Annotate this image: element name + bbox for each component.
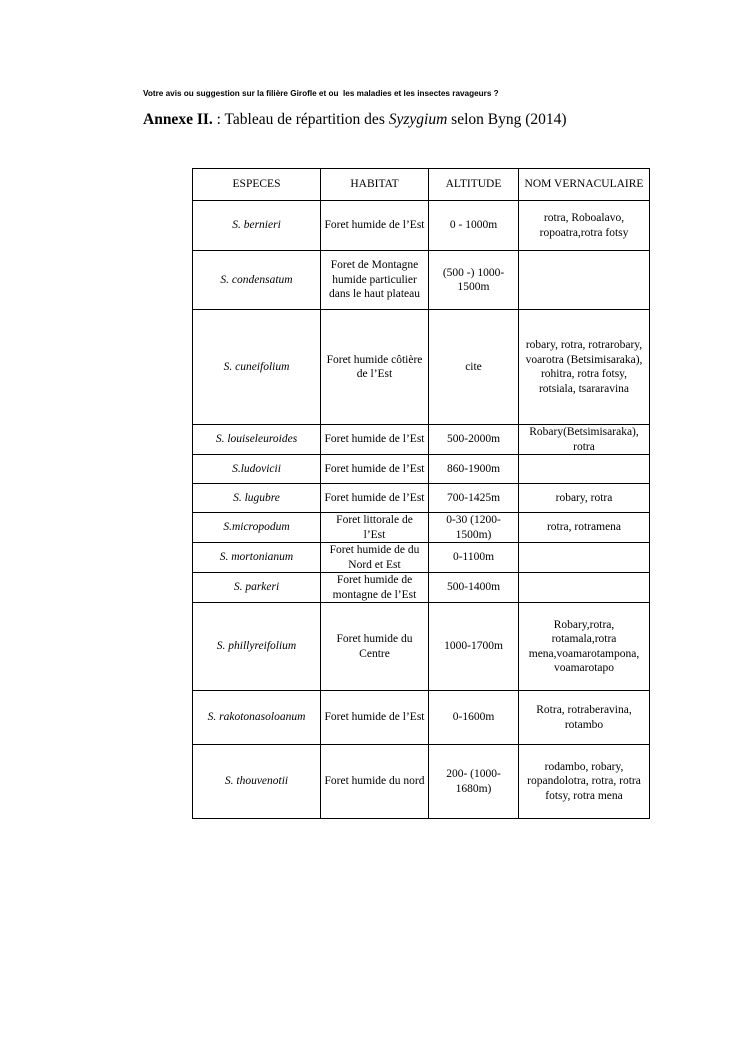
annex-title-end: selon Byng (2014) <box>447 111 567 128</box>
table-row <box>193 425 650 455</box>
cell-altitude: 500-2000m <box>429 425 519 455</box>
cell-espece: S. cuneifolium <box>193 310 321 425</box>
header-especes: ESPECES <box>193 169 321 201</box>
cell-espece: S.micropodum <box>193 513 321 543</box>
cell-habitat: Foret humide côtière de l’Est <box>321 310 429 425</box>
cell-espece: S.ludovicii <box>193 455 321 484</box>
cell-nom: Robary(Betsimisaraka), rotra <box>519 425 650 455</box>
cell-nom: robary, rotra, rotrarobary, voarotra (Betsimisaraka), rohitra, rotra fotsy, rotsiala, tsararavina <box>519 310 650 425</box>
annex-label: Annexe II. <box>143 111 213 128</box>
cell-habitat: Foret humide du Centre <box>321 603 429 691</box>
cell-nom: Rotra, rotraberavina, rotambo <box>519 691 650 745</box>
cell-habitat: Foret humide de l’Est <box>321 691 429 745</box>
cell-altitude: 1000-1700m <box>429 603 519 691</box>
cell-nom: rotra, Roboalavo, ropoatra,rotra fotsy <box>519 201 650 251</box>
cell-espece: S. condensatum <box>193 251 321 310</box>
cell-altitude: 860-1900m <box>429 455 519 484</box>
cell-espece: S. louiseleuroides <box>193 425 321 455</box>
table-row <box>193 603 650 691</box>
cell-espece: S. mortonianum <box>193 543 321 573</box>
cell-habitat: Foret humide du nord <box>321 745 429 819</box>
table-row <box>193 543 650 573</box>
cell-espece: S. lugubre <box>193 484 321 513</box>
cell-altitude: cite <box>429 310 519 425</box>
cell-habitat: Foret humide de du Nord et Est <box>321 543 429 573</box>
table-row <box>193 745 650 819</box>
cell-altitude: 700-1425m <box>429 484 519 513</box>
annex-title-start: : Tableau de répartition des <box>212 111 389 128</box>
cell-habitat: Foret humide de montagne de l’Est <box>321 573 429 603</box>
table-row <box>193 691 650 745</box>
cell-nom: robary, rotra <box>519 484 650 513</box>
table-row <box>193 310 650 425</box>
cell-nom <box>519 251 650 310</box>
cell-espece: S. phillyreifolium <box>193 603 321 691</box>
cell-altitude: 0-1600m <box>429 691 519 745</box>
table-row <box>193 513 650 543</box>
cell-nom <box>519 573 650 603</box>
cell-altitude: 0-1100m <box>429 543 519 573</box>
cell-nom <box>519 455 650 484</box>
species-distribution-table <box>192 168 650 819</box>
header-altitude: ALTITUDE <box>429 169 519 201</box>
cell-habitat: Foret humide de l’Est <box>321 425 429 455</box>
cell-altitude: 0-30 (1200-1500m) <box>429 513 519 543</box>
cell-nom: rodambo, robary, ropandolotra, rotra, rotra fotsy, rotra mena <box>519 745 650 819</box>
cell-altitude: (500 -) 1000-1500m <box>429 251 519 310</box>
cell-altitude: 0 - 1000m <box>429 201 519 251</box>
cell-altitude: 500-1400m <box>429 573 519 603</box>
annex-genus: Syzygium <box>388 111 448 128</box>
survey-question: Votre avis ou suggestion sur la filière Girofle et ou les maladies et les insectes ravageurs ? <box>143 89 499 98</box>
table-row <box>193 573 650 603</box>
cell-nom: Robary,rotra, rotamala,rotra mena,voamarotampona, voamarotapo <box>519 603 650 691</box>
cell-espece: S. rakotonasoloanum <box>193 691 321 745</box>
annex-heading <box>143 111 567 129</box>
table-row <box>193 251 650 310</box>
cell-altitude: 200- (1000-1680m) <box>429 745 519 819</box>
table-header-row <box>193 169 650 201</box>
table-row <box>193 484 650 513</box>
cell-espece: S. thouvenotii <box>193 745 321 819</box>
cell-habitat: Foret humide de l’Est <box>321 455 429 484</box>
table-row <box>193 455 650 484</box>
cell-espece: S. parkeri <box>193 573 321 603</box>
cell-habitat: Foret humide de l’Est <box>321 484 429 513</box>
cell-espece: S. bernieri <box>193 201 321 251</box>
header-habitat: HABITAT <box>321 169 429 201</box>
header-nom-vernaculaire: NOM VERNACULAIRE <box>519 169 650 201</box>
table-row <box>193 201 650 251</box>
cell-habitat: Foret humide de l’Est <box>321 201 429 251</box>
cell-nom: rotra, rotramena <box>519 513 650 543</box>
cell-habitat: Foret littorale de l’Est <box>321 513 429 543</box>
cell-habitat: Foret de Montagne humide particulier dans le haut plateau <box>321 251 429 310</box>
cell-nom <box>519 543 650 573</box>
